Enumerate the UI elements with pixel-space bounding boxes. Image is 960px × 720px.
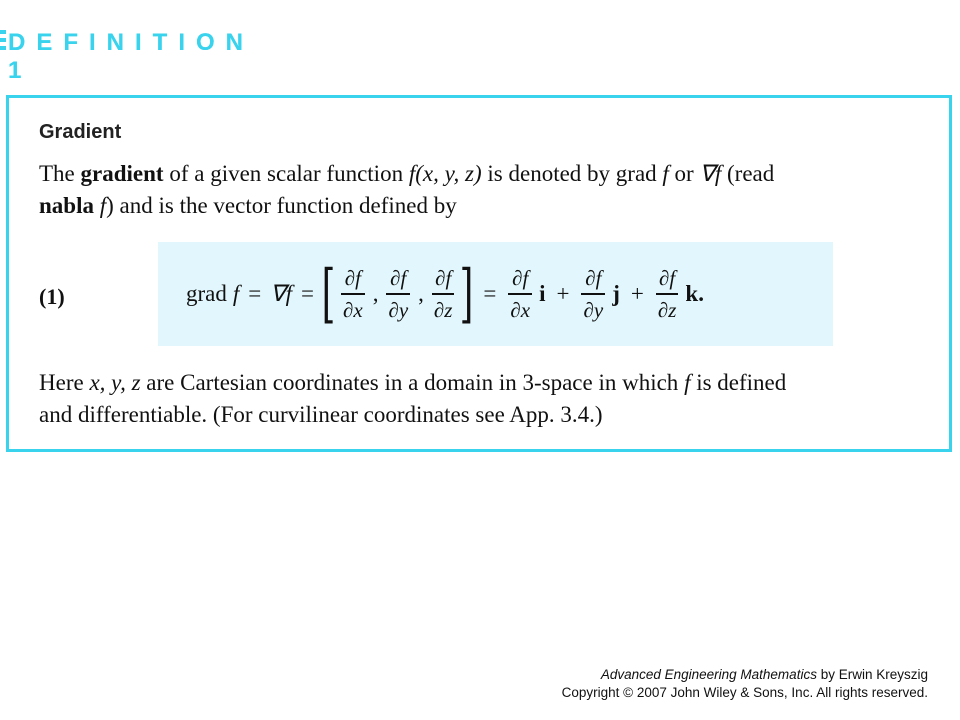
frac-numerator: ∂f <box>512 266 529 291</box>
definition-text-line-2 <box>39 190 457 222</box>
fraction-df-dx-i <box>508 266 532 321</box>
eq-f: f <box>232 281 240 306</box>
frac-bar <box>386 293 410 294</box>
frac-denominator: ∂y <box>388 297 409 322</box>
frac-denominator: ∂x <box>342 297 363 322</box>
text-run: are Cartesian coordinates in a domain in 3-space in which <box>140 370 685 395</box>
term-nabla: nabla <box>39 193 94 218</box>
term-gradient: gradient <box>80 161 164 186</box>
right-bracket: ] <box>460 257 474 331</box>
frac-numerator: ∂f <box>659 266 676 291</box>
gradient-equation <box>183 242 707 346</box>
frac-bar <box>432 293 455 294</box>
footer-credits <box>562 666 928 702</box>
definition-text-line-3 <box>39 367 786 399</box>
book-title: Advanced Engineering Mathematics <box>600 667 817 682</box>
definition-box <box>6 95 952 452</box>
frac-denominator: ∂z <box>657 297 677 322</box>
math-f: f <box>93 193 107 218</box>
frac-bar <box>508 293 532 294</box>
eq-grad: grad <box>186 281 227 306</box>
frac-denominator: ∂y <box>583 297 604 322</box>
text-run: is defined <box>690 370 787 395</box>
eq-equals: = <box>483 281 497 306</box>
definition-text-line-4: and differentiable. (For curvilinear coordinates see App. 3.4.) <box>39 402 603 427</box>
frac-bar <box>656 293 679 294</box>
text-run: ) and is the vector function defined by <box>106 193 457 218</box>
eq-comma: , <box>372 281 379 306</box>
math-nabla-f: ∇f <box>699 161 722 186</box>
fraction-df-dy-j <box>581 266 605 321</box>
text-run: (read <box>721 161 775 186</box>
unit-vector-i: i <box>539 281 546 306</box>
definition-label: DEFINITION 1 <box>6 29 258 85</box>
text-run: or <box>668 161 700 186</box>
eq-equals: = <box>301 281 315 306</box>
frac-numerator: ∂f <box>435 266 452 291</box>
unit-vector-j: j <box>612 281 620 306</box>
frac-numerator: ∂f <box>390 266 407 291</box>
text-run: is denoted by grad <box>481 161 663 186</box>
fraction-df-dz <box>432 266 455 321</box>
text-run: Here <box>39 370 90 395</box>
definition-text-line-1 <box>39 158 774 190</box>
eq-plus: + <box>556 281 570 306</box>
copyright-notice: Copyright © 2007 John Wiley & Sons, Inc. All rights reserved. <box>561 685 928 700</box>
definition-header <box>0 29 254 84</box>
eq-nabla-f: ∇f <box>270 281 293 306</box>
eq-plus: + <box>630 281 644 306</box>
frac-numerator: ∂f <box>344 266 361 291</box>
math-f: f <box>662 161 669 186</box>
math-f-xyz: f(x, y, z) <box>408 161 482 186</box>
fraction-df-dx <box>341 266 365 321</box>
frac-bar <box>341 293 365 294</box>
math-xyz: x, y, z <box>89 370 141 395</box>
fraction-df-dy <box>386 266 410 321</box>
frac-denominator: ∂z <box>433 297 453 322</box>
unit-vector-k: k. <box>685 281 704 306</box>
frac-bar <box>581 293 605 294</box>
frac-numerator: ∂f <box>585 266 602 291</box>
math-f: f <box>684 370 691 395</box>
equation-number: (1) <box>39 284 65 309</box>
equation-band <box>158 242 833 346</box>
frac-denominator: ∂x <box>510 297 531 322</box>
left-bracket: [ <box>321 257 336 331</box>
eq-comma: , <box>418 281 424 306</box>
eq-equals: = <box>248 281 262 306</box>
fraction-df-dz-k <box>656 266 679 321</box>
footer-book-line <box>562 666 928 684</box>
book-author: by Erwin Kreyszig <box>816 667 928 682</box>
text-run: The <box>39 161 81 186</box>
text-run: of a given scalar function <box>163 161 409 186</box>
definition-title: Gradient <box>39 121 122 143</box>
